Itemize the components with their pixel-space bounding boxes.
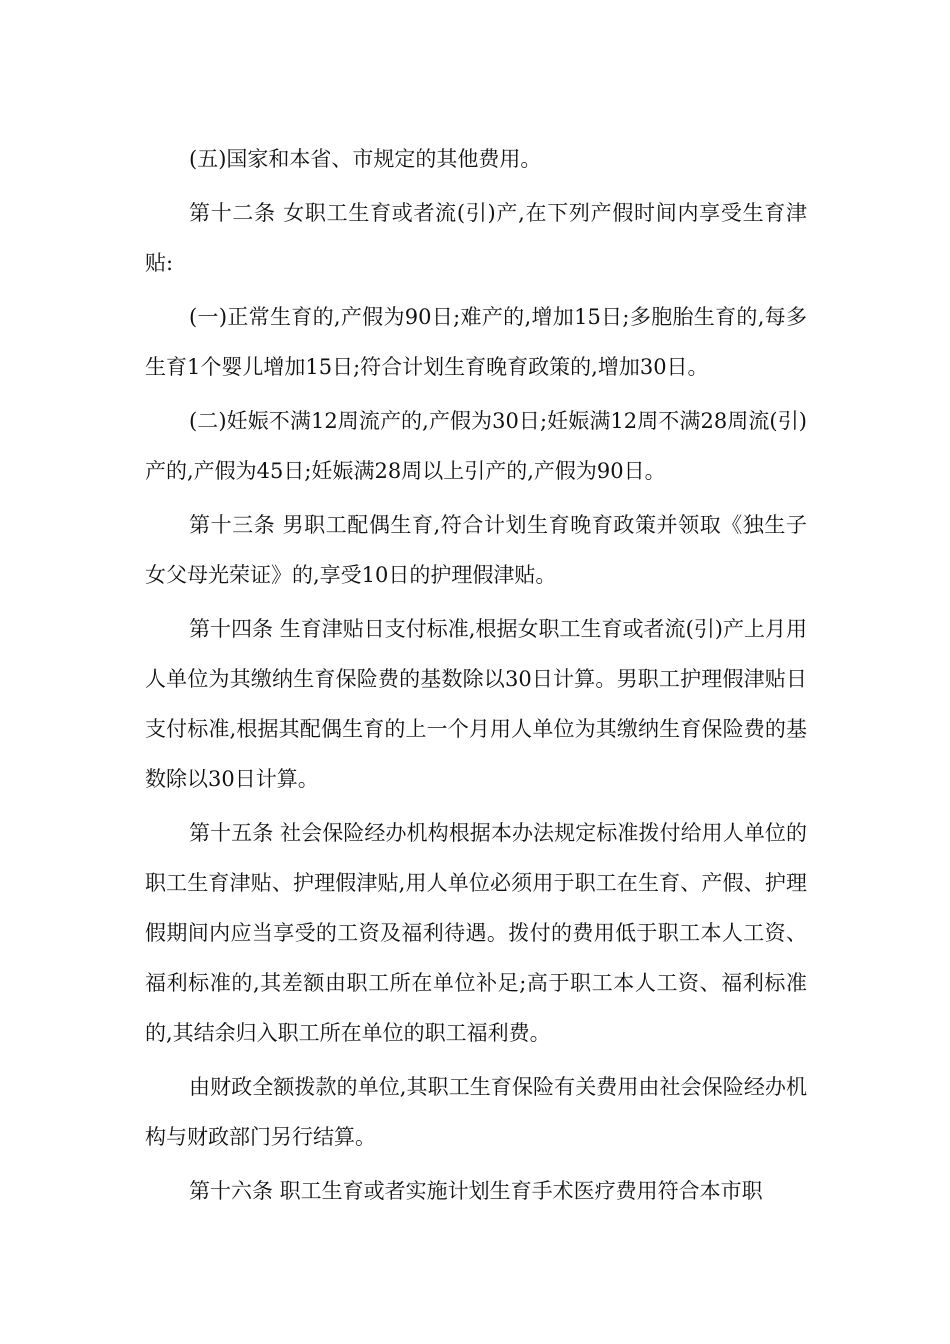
paragraph-article-12-item-2: (二)妊娠不满12周流产的,产假为30日;妊娠满12周不满28周流(引)产的,产假为45日;妊娠满28周以上引产的,产假为90日。 [145,409,807,483]
paragraph-item-5-other-fees: (五)国家和本省、市规定的其他费用。 [189,147,542,171]
paragraph-article-14: 第十四条 生育津贴日支付标准,根据女职工生育或者流(引)产上月用人单位为其缴纳生育保险费的基数除以30日计算。男职工护理假津贴日支付标准,根据其配偶生育的上一个月用人单位为其缴纳生育保险费的基数除以30日计算。 [145,617,807,791]
paragraph-article-12-item-1: (一)正常生育的,产假为90日;难产的,增加15日;多胞胎生育的,每多生育1个婴儿增加15日;符合计划生育晚育政策的,增加30日。 [145,305,807,379]
paragraph-article-13: 第十三条 男职工配偶生育,符合计划生育晚育政策并领取《独生子女父母光荣证》的,享受10日的护理假津贴。 [145,513,807,587]
paragraph-article-16: 第十六条 职工生育或者实施计划生育手术医疗费用符合本市职 [189,1179,763,1203]
document-body [145,134,807,1220]
paragraph-article-12: 第十二条 女职工生育或者流(引)产,在下列产假时间内享受生育津贴: [145,201,807,275]
paragraph-article-15: 第十五条 社会保险经办机构根据本办法规定标准拨付给用人单位的职工生育津贴、护理假津贴,用人单位必须用于职工在生育、产假、护理假期间内应当享受的工资及福利待遇。拨付的费用低于职工本人工资、福利标准的,其差额由职工所在单位补足;高于职工本人工资、福利标准的,其结余归入职工所在单位的职工福利费。 [145,821,807,1045]
paragraph-article-15-fiscal: 由财政全额拨款的单位,其职工生育保险有关费用由社会保险经办机构与财政部门另行结算。 [145,1075,807,1149]
